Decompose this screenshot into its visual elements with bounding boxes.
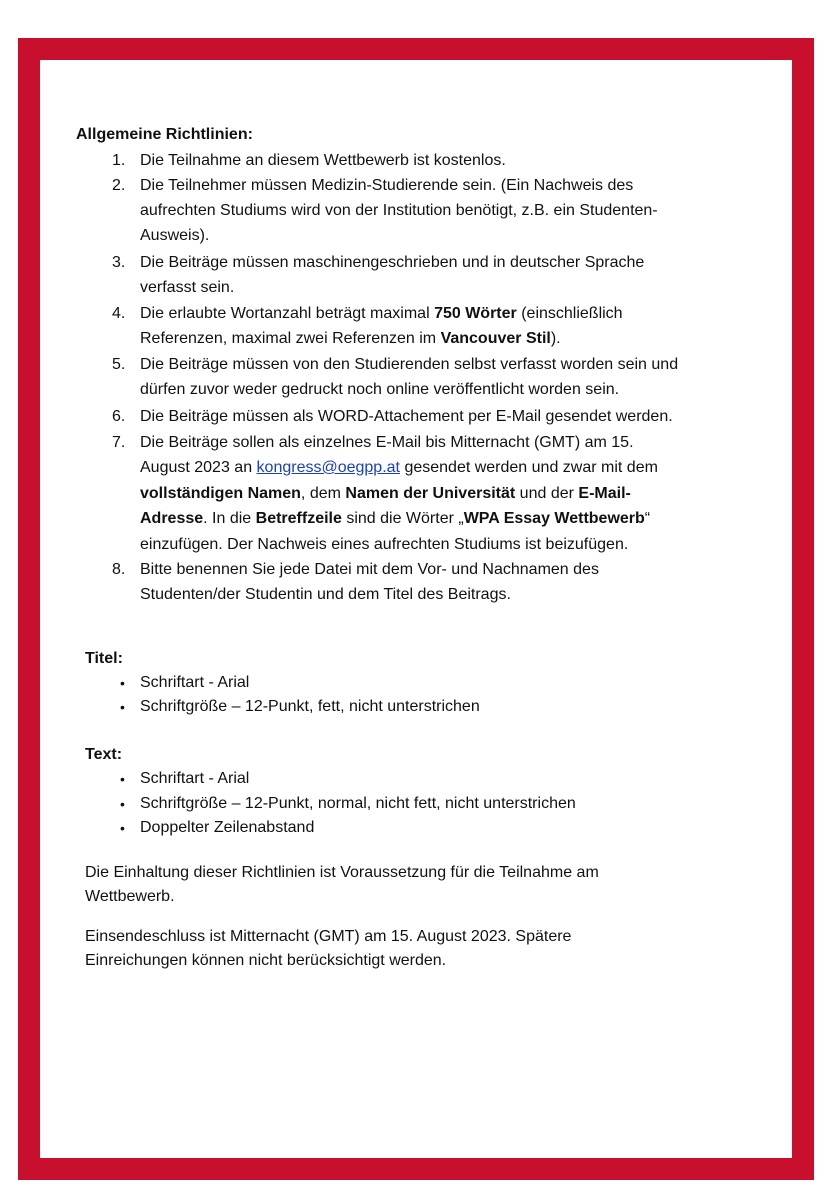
list-item-2-line-3: Ausweis). <box>140 227 210 244</box>
text-run-bold: E-Mail- <box>578 485 631 502</box>
list-item-5-line-2: dürfen zuvor weder gedruckt noch online veröffentlicht worden sein. <box>140 381 620 398</box>
list-item-4-line-2 <box>140 326 561 352</box>
list-item-8-line-1: Bitte benennen Sie jede Datei mit dem Vor- und Nachnamen des <box>140 561 599 578</box>
list-number: 5. <box>112 356 126 373</box>
list-item-8-line-2: Studenten/der Studentin und dem Titel des Beitrags. <box>140 586 511 603</box>
list-item-7-line-1: Die Beiträge sollen als einzelnes E-Mail bis Mitternacht (GMT) am 15. <box>140 434 634 451</box>
list-item-7-line-3 <box>140 481 631 507</box>
bullet-icon: • <box>120 796 125 812</box>
bullet-icon: • <box>120 699 125 715</box>
list-number: 4. <box>112 305 126 322</box>
text-run: . In die <box>203 510 256 527</box>
list-number: 3. <box>112 254 126 271</box>
bullet-icon: • <box>120 820 125 836</box>
list-number: 6. <box>112 408 126 425</box>
text-run-bold: WPA Essay Wettbewerb <box>463 510 645 527</box>
bullet-icon: • <box>120 771 125 787</box>
paragraph-compliance-line-1: Die Einhaltung dieser Richtlinien ist Voraussetzung für die Teilnahme am <box>85 864 599 881</box>
list-item-5-line-1: Die Beiträge müssen von den Studierenden selbst verfasst worden sein und <box>140 356 679 373</box>
general-guidelines-heading: Allgemeine Richtlinien: <box>76 126 253 143</box>
text-run: gesendet werden und zwar mit dem <box>400 459 658 476</box>
text-item-font: Schriftart - Arial <box>140 770 250 787</box>
text-run-bold: vollständigen Namen <box>140 485 301 502</box>
text-run-bold: Betreffzeile <box>255 510 342 527</box>
text-run: “ <box>644 510 651 527</box>
list-number: 2. <box>112 177 126 194</box>
list-item-7-line-4 <box>140 506 650 532</box>
list-item-6-line-1: Die Beiträge müssen als WORD-Attachement per E-Mail gesendet werden. <box>140 408 673 425</box>
text-run: und der <box>515 485 579 502</box>
title-item-size: Schriftgröße – 12-Punkt, fett, nicht unterstrichen <box>140 698 480 715</box>
text-item-size: Schriftgröße – 12-Punkt, normal, nicht fett, nicht unterstrichen <box>140 795 576 812</box>
list-item-3-line-1: Die Beiträge müssen maschinengeschrieben und in deutscher Sprache <box>140 254 645 271</box>
paragraph-deadline-line-1: Einsendeschluss ist Mitternacht (GMT) am 15. August 2023. Spätere <box>85 928 572 945</box>
text-run: (einschließlich <box>516 305 623 322</box>
text-run: sind die Wörter „ <box>341 510 464 527</box>
list-number: 1. <box>112 152 126 169</box>
text-run: Die erlaubte Wortanzahl beträgt maximal <box>140 305 435 322</box>
paragraph-deadline-line-2: Einreichungen können nicht berücksichtigt werden. <box>85 952 447 969</box>
text-run-bold: Namen der Universität <box>345 485 516 502</box>
list-item-4-line-1 <box>140 301 623 327</box>
list-item-2-line-2: aufrechten Studiums wird von der Institution benötigt, z.B. ein Studenten- <box>140 202 658 219</box>
text-section-heading: Text: <box>85 746 123 763</box>
text-run: Referenzen, maximal zwei Referenzen im <box>140 330 441 347</box>
text-item-spacing: Doppelter Zeilenabstand <box>140 819 315 836</box>
text-run: August 2023 an <box>140 459 257 476</box>
title-item-font: Schriftart - Arial <box>140 674 250 691</box>
text-run-bold: Adresse <box>140 510 204 527</box>
document-page <box>40 60 792 1158</box>
list-item-7-line-2 <box>140 455 658 481</box>
text-run: ). <box>550 330 561 347</box>
document-content <box>40 60 792 1158</box>
text-run: , dem <box>300 485 346 502</box>
list-number: 7. <box>112 434 126 451</box>
list-item-7-line-5: einzufügen. Der Nachweis eines aufrechten Studiums ist beizufügen. <box>140 536 629 553</box>
bullet-icon: • <box>120 675 125 691</box>
title-section-heading: Titel: <box>85 650 123 667</box>
paragraph-compliance-line-2: Wettbewerb. <box>85 888 175 905</box>
list-item-2-line-1: Die Teilnehmer müssen Medizin-Studierende sein. (Ein Nachweis des <box>140 177 634 194</box>
word-limit: 750 Wörter <box>434 305 517 322</box>
list-item-3-line-2: verfasst sein. <box>140 279 235 296</box>
email-link[interactable]: kongress@oegpp.at <box>256 459 400 476</box>
list-item-1-line-1: Die Teilnahme an diesem Wettbewerb ist kostenlos. <box>140 152 506 169</box>
citation-style: Vancouver Stil <box>440 330 551 347</box>
list-number: 8. <box>112 561 126 578</box>
